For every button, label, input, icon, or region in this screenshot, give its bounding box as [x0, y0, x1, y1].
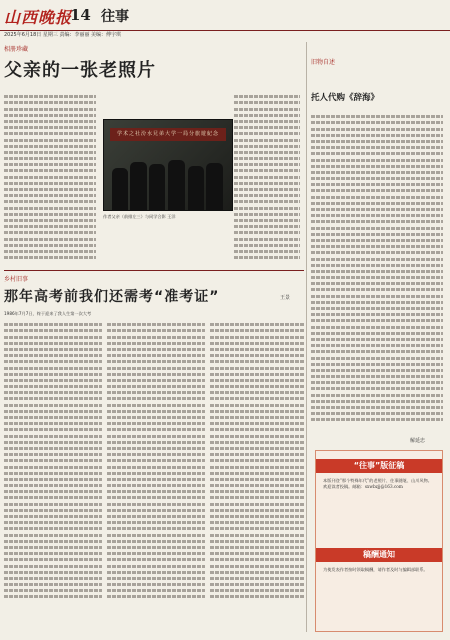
left-article-body-2	[234, 92, 300, 266]
bottom-first-line: 1986年7月7日，终于迎来了我人生第一次大考	[4, 311, 92, 316]
old-group-photo	[103, 119, 233, 211]
call-for-papers-text: 本版刊登“那个特殊年代”的老照片、往事随笔、山川风物。欢迎读者投稿。邮箱：sxwbzjj@163.com	[323, 478, 432, 489]
call-for-papers-heading: “往事”版征稿	[316, 459, 442, 473]
right-article-title: 托人代购《辞海》	[311, 93, 380, 103]
dateline: 2025年6月18日 星期三 责编：李丽丽 美编：傅宇琪	[4, 32, 122, 38]
left-column-label: 相册珍藏	[4, 46, 29, 53]
left-article-title: 父亲的一张老照片	[4, 60, 156, 81]
bottom-article-body-2	[107, 320, 205, 630]
photo-banner: 学术之社汾水兄弟大学一局分旅遊紀念	[110, 128, 226, 141]
fee-notice-heading: 稿酬通知	[316, 548, 442, 562]
right-column-label: 旧物自述	[311, 59, 336, 66]
left-article-body	[4, 92, 96, 266]
photo-caption: 作者父亲（前排左三）与同学合影 王洋	[103, 214, 176, 219]
right-byline: 解延忠	[410, 438, 426, 444]
section-divider	[4, 270, 304, 271]
bottom-article-body-3	[210, 320, 304, 630]
newspaper-logo: 山西晚报	[4, 8, 73, 27]
fee-notice-text: 为使发表作者按时领取稿酬，请作者及时与编辑部联系。	[323, 567, 428, 572]
right-article-body	[311, 112, 443, 434]
masthead	[0, 0, 450, 31]
bottom-article-body	[4, 320, 102, 630]
column-divider	[306, 42, 307, 632]
bottom-column-label: 乡村旧事	[4, 276, 29, 283]
bottom-byline: 王景	[280, 295, 291, 301]
notice-box	[315, 450, 443, 632]
bottom-article-title: 那年高考前我们还需考“准考证”	[4, 289, 220, 305]
page-number: 14	[70, 6, 91, 24]
section-title: 往事	[101, 9, 129, 25]
